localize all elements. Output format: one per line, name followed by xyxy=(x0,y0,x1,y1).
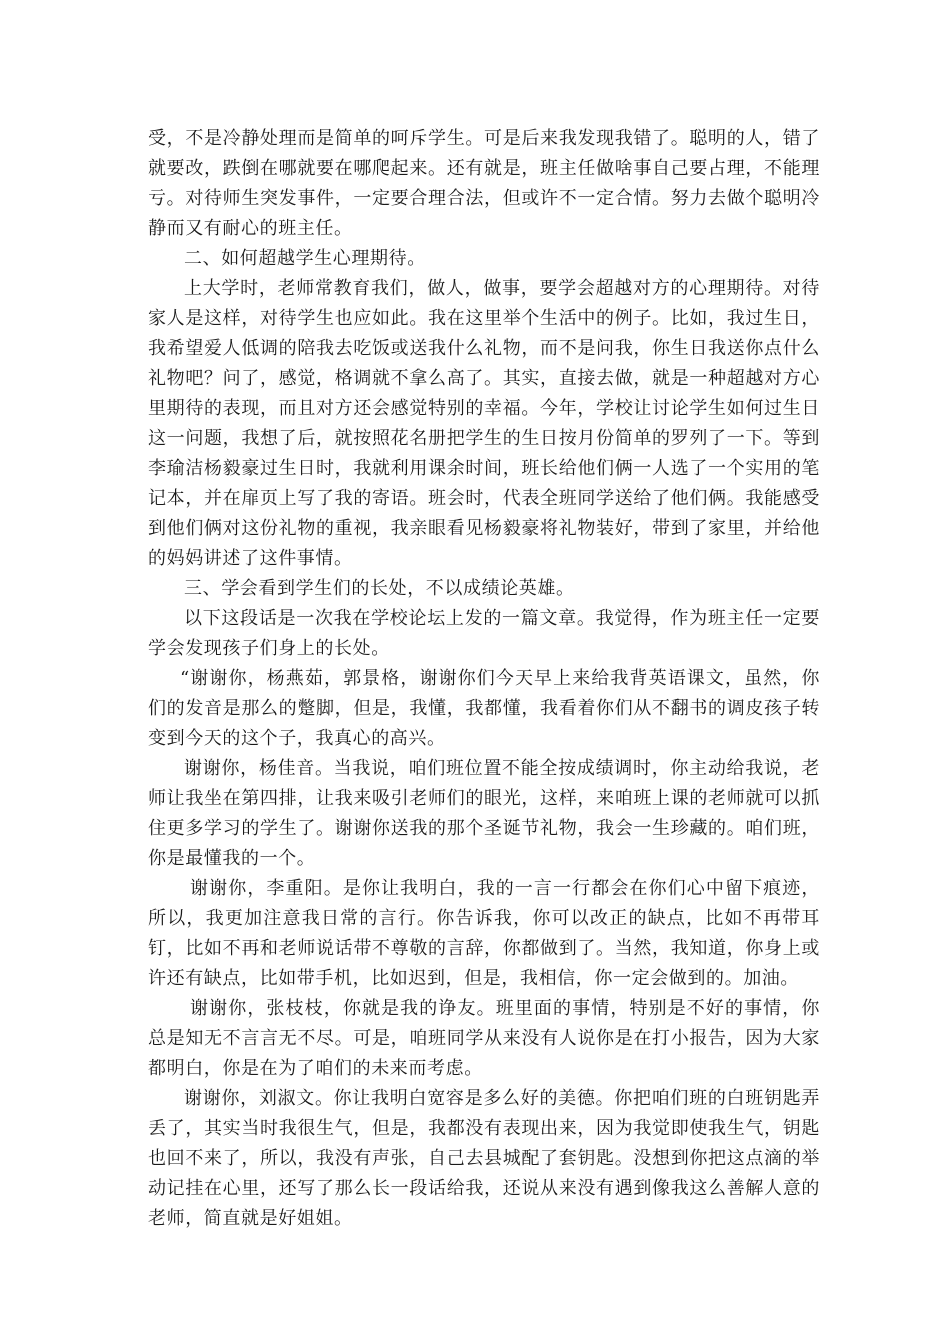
paragraph-thanks-li-chongyang: 谢谢你，李重阳。是你让我明白，我的一言一行都会在你们心中留下痕迹，所以，我更加注意我日常的言行。你告诉我，你可以改正的缺点，比如不再带耳钉，比如不再和老师说话带不尊敬的言辞，你都做到了。当然，我知道，你身上或许还有缺点，比如带手机，比如迟到，但是，我相信，你一定会做到的。加油。 xyxy=(148,878,820,989)
paragraph-psychological-expectation: 上大学时，老师常教育我们，做人，做事，要学会超越对方的心理期待。对待家人是这样，对待学生也应如此。我在这里举个生活中的例子。比如，我过生日，我希望爱人低调的陪我去吃饭或送我什么礼物，而不是问我，你生日我送你点什么礼物吧？问了，感觉，格调就不拿么高了。其实，直接去做，就是一种超越对方心里期待的表现，而且对方还会感觉特别的幸福。今年，学校让讨论学生如何过生日这一问题，我想了后，就按照花名册把学生的生日按月份简单的罗列了一下。等到李瑜洁杨毅豪过生日时，我就利用课余时间，班长给他们俩一人选了一个实用的笔记本，并在扉页上写了我的寄语。班会时，代表全班同学送给了他们俩。我能感受到他们俩对这份礼物的重视，我亲眼看见杨毅豪将礼物装好，带到了家里，并给他的妈妈讲述了这件事情。 xyxy=(148,278,820,569)
document-body xyxy=(148,124,820,1234)
paragraph-thanks-yang-yanru: “谢谢你，杨燕茹，郭景格，谢谢你们今天早上来给我背英语课文，虽然，你们的发音是那么的蹩脚，但是，我懂，我都懂，我看着你们从不翻书的调皮孩子转变到今天的这个子，我真心的高兴。 xyxy=(148,668,820,749)
paragraph-thanks-liu-shuwen: 谢谢你，刘淑文。你让我明白宽容是多么好的美德。你把咱们班的白班钥匙弄丢了，其实当时我很生气，但是，我都没有表现出来，因为我觉即使我生气，钥匙也回不来了，所以，我没有声张，自己去县城配了套钥匙。没想到你把这点滴的举动记挂在心里，还写了那么长一段话给我，还说从来没有遇到像我这么善解人意的老师，简直就是好姐姐。 xyxy=(148,1088,820,1229)
paragraph-thanks-yang-jiayin: 谢谢你，杨佳音。当我说，咱们班位置不能全按成绩调时，你主动给我说，老师让我坐在第四排，让我来吸引老师们的眼光，这样，来咱班上课的老师就可以抓住更多学习的学生了。谢谢你送我的那个圣诞节礼物，我会一生珍藏的。咱们班，你是最懂我的一个。 xyxy=(148,758,820,869)
paragraph-thanks-zhang-zhizhi: 谢谢你，张枝枝，你就是我的诤友。班里面的事情，特别是不好的事情，你总是知无不言言无不尽。可是，咱班同学从来没有人说你是在打小报告，因为大家都明白，你是在为了咱们的未来而考虑。 xyxy=(148,998,820,1079)
section-heading-3: 三、学会看到学生们的长处，不以成绩论英雄。 xyxy=(184,578,575,599)
paragraph-forum-intro: 以下这段话是一次我在学校论坛上发的一篇文章。我觉得，作为班主任一定要学会发现孩子们身上的长处。 xyxy=(148,608,820,659)
section-heading-2: 二、如何超越学生心理期待。 xyxy=(184,248,426,269)
paragraph-continuation: 受，不是冷静处理而是简单的呵斥学生。可是后来我发现我错了。聪明的人，错了就要改，跌倒在哪就要在哪爬起来。还有就是，班主任做啥事自己要占理，不能理亏。对待师生突发事件，一定要合理合法，但或许不一定合情。努力去做个聪明冷静而又有耐心的班主任。 xyxy=(148,128,820,239)
